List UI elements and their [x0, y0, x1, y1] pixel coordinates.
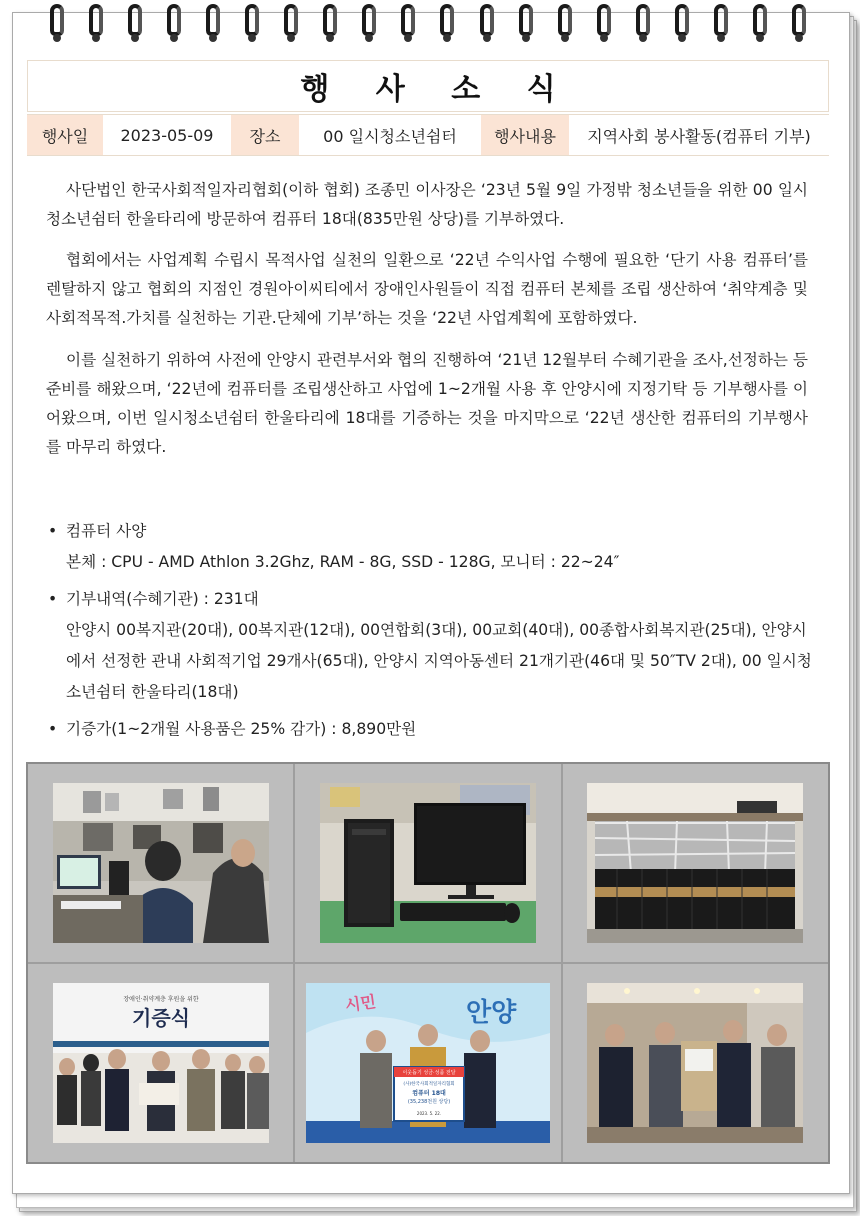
spiral-ring-icon: [712, 0, 730, 46]
content-label: 행사내용: [481, 115, 569, 155]
article-body: [46, 176, 808, 474]
board-title: 이웃돕기 성금·성품 전달: [402, 1070, 456, 1076]
date-label: 행사일: [27, 115, 103, 155]
spiral-ring-icon: [517, 0, 535, 46]
list-item: [46, 714, 816, 745]
photo-cell: [563, 764, 828, 962]
spiral-ring-icon: [399, 0, 417, 46]
bullet-title: 기부내역(수혜기관) : 231대: [66, 590, 259, 608]
photo-cell: [28, 964, 293, 1162]
svg-text:시민: 시민: [343, 991, 378, 1015]
spiral-binding: [48, 0, 808, 46]
spiral-ring-icon: [478, 0, 496, 46]
bullet-marker: •: [48, 720, 58, 738]
bullet-title: 컴퓨터 사양: [66, 522, 147, 540]
bullet-marker: •: [48, 522, 58, 540]
list-item: [46, 584, 816, 708]
spiral-ring-icon: [321, 0, 339, 46]
spiral-ring-icon: [438, 0, 456, 46]
board-amount: (35,238천원 상당): [407, 1099, 451, 1105]
spiral-ring-icon: [790, 0, 808, 46]
list-item: [46, 516, 816, 578]
bullet-marker: •: [48, 590, 58, 608]
photo-city-donation: [306, 983, 550, 1143]
title-box: [27, 60, 829, 112]
spiral-ring-icon: [360, 0, 378, 46]
spiral-ring-icon: [87, 0, 105, 46]
spiral-ring-icon: [126, 0, 144, 46]
spiral-ring-icon: [595, 0, 613, 46]
spiral-ring-icon: [282, 0, 300, 46]
spiral-ring-icon: [243, 0, 261, 46]
spiral-ring-icon: [751, 0, 769, 46]
photo-cell: [563, 964, 828, 1162]
paragraph: 이를 실천하기 위하여 사전에 안양시 관련부서와 협의 진행하여 ‘21년 12월부터 수혜기관을 조사,선정하는 등 준비를 해왔으며, ‘22년에 컴퓨터를 조립생산하고 사업에 1~2개월 사용 후 안양시에 지정기탁 등 기부행사를 이어왔으며, 이번 일시청소년쉼터 한울타리에 18대를 기증하는 것을 마지막으로 ‘22년 생산한 컴퓨터의 기부행사를 마무리 하였다.: [46, 351, 808, 456]
date-value: 2023-05-09: [103, 115, 231, 155]
photo-grid: [26, 762, 830, 1164]
photo-cell: [295, 964, 560, 1162]
city-slogan: 안양: [465, 998, 517, 1028]
place-value: 00 일시청소년쉼터: [299, 115, 481, 155]
spiral-ring-icon: [634, 0, 652, 46]
paragraph: 사단법인 한국사회적일자리협회(이하 협회) 조종민 이사장은 ‘23년 5월 9일 가정밖 청소년들을 위한 00 일시청소년쉼터 한울타리에 방문하여 컴퓨터 18대(835만원 상당)를 기부하였다.: [46, 181, 808, 228]
board-date: 2023. 5. 22.: [416, 1111, 442, 1116]
spiral-ring-icon: [556, 0, 574, 46]
photo-donation-ceremony: [53, 983, 269, 1143]
photo-cell: [295, 764, 560, 962]
banner-subtitle: 장애인·취약계층 후원을 위한: [123, 996, 199, 1003]
place-label: 장소: [231, 115, 299, 155]
bullet-detail: 안양시 00복지관(20대), 00복지관(12대), 00연합회(3대), 00교회(40대), 00종합사회복지관(25대), 안양시에서 선정한 관내 사회적기업 29개사(65대), 안양시 지역아동센터 21개기관(46대 및 50″TV 2대), 00 일시청소년쉼터 한울타리(18대): [66, 621, 812, 701]
photo-computer-lab: [53, 783, 269, 943]
paragraph: 협회에서는 사업계획 수립시 목적사업 실천의 일환으로 ‘22년 수익사업 수행에 필요한 ‘단기 사용 컴퓨터’를 렌탈하지 않고 협회의 지점인 경원아이씨티에서 장애인사원들이 직접 컴퓨터 본체를 조립 생산하여 ‘취약계층 및 사회적목적.가치를 실천하는 기관.단체에 기부’하는 것을 ‘22년 사업계획에 포함하였다.: [46, 251, 808, 327]
bullet-list: [46, 516, 816, 751]
photo-stacked-computers: [587, 783, 803, 943]
board-org: (사)한국사회적일자리협회: [403, 1082, 455, 1087]
banner-title: 기증식: [131, 1006, 190, 1030]
spiral-ring-icon: [204, 0, 222, 46]
spiral-ring-icon: [165, 0, 183, 46]
event-info-row: [27, 114, 829, 156]
content-value: 지역사회 봉사활동(컴퓨터 기부): [569, 115, 829, 155]
photo-shelter-handover: [587, 983, 803, 1143]
bullet-title: 기증가(1~2개월 사용품은 25% 감가) : 8,890만원: [66, 720, 417, 738]
bullet-detail: 본체 : CPU - AMD Athlon 3.2Ghz, RAM - 8G, SSD - 128G, 모니터 : 22~24″: [66, 553, 620, 571]
page-title: 행 사 소 식: [300, 72, 574, 107]
spiral-ring-icon: [673, 0, 691, 46]
photo-cell: [28, 764, 293, 962]
photo-computer-set: [320, 783, 536, 943]
board-item: 컴퓨터 18대: [412, 1090, 446, 1097]
spiral-ring-icon: [48, 0, 66, 46]
